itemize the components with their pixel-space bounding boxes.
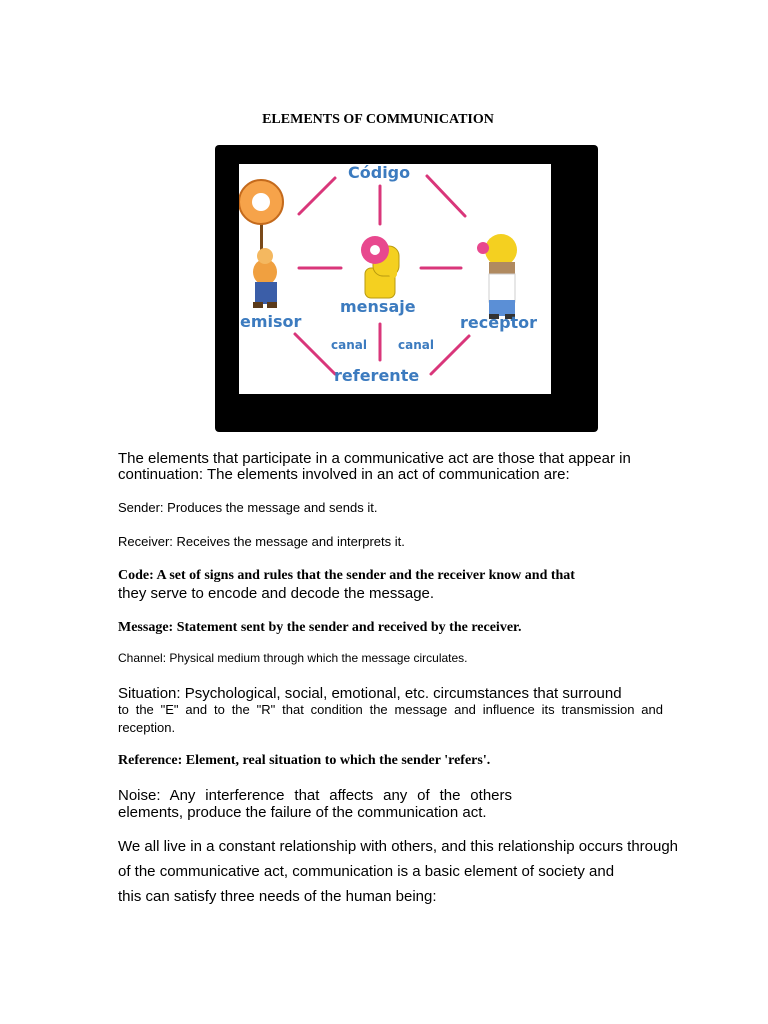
receptor-character-icon: [477, 234, 517, 319]
closing-line-2: of the communicative act, communication is a basic element of society and: [118, 863, 615, 880]
channel-definition: Channel: Physical medium through which the message circulates.: [118, 651, 468, 665]
emisor-label: emisor: [240, 312, 302, 331]
sender-definition: Sender: Produces the message and sends it.: [118, 500, 378, 515]
closing-line-3: this can satisfy three needs of the human being:: [118, 888, 437, 905]
emisor-character-icon: [239, 180, 283, 308]
document-title: ELEMENTS OF COMMUNICATION: [262, 112, 494, 127]
connector-receptor-referente: [431, 336, 469, 374]
noise-line-2: elements, produce the failure of the communication act.: [118, 804, 487, 821]
diagram-canvas: [239, 164, 551, 394]
code-definition-line-1: Code: A set of signs and rules that the sender and the receiver know and that: [118, 568, 575, 583]
diagram-graphics: [239, 164, 551, 394]
mensaje-label: mensaje: [340, 297, 416, 316]
mensaje-donut-hand-icon: [361, 236, 399, 298]
connector-emisor-referente: [295, 334, 335, 374]
codigo-label: Código: [348, 163, 411, 182]
intro-line-1: The elements that participate in a communicative act are those that appear in: [118, 450, 631, 467]
situation-line-1: Situation: Psychological, social, emotional, etc. circumstances that surround: [118, 685, 622, 702]
closing-line-1: We all live in a constant relationship with others, and this relationship occurs through: [118, 838, 679, 855]
intro-line-2: continuation: The elements involved in an act of communication are:: [118, 466, 570, 483]
connector-codigo-receptor: [427, 176, 465, 216]
receiver-definition: Receiver: Receives the message and interprets it.: [118, 534, 405, 549]
message-definition: Message: Statement sent by the sender and received by the receiver.: [118, 620, 522, 635]
situation-line-2: to the "E" and to the "R" that condition the message and influence its transmission and: [118, 702, 663, 717]
receptor-label: receptor: [460, 313, 538, 332]
referente-label: referente: [334, 366, 420, 385]
code-definition-line-2: they serve to encode and decode the message.: [118, 585, 435, 602]
canal-right-label: canal: [398, 338, 434, 352]
reference-definition: Reference: Element, real situation to which the sender 'refers'.: [118, 753, 491, 768]
noise-line-1: Noise: Any interference that affects any of the others: [118, 787, 512, 804]
canal-left-label: canal: [331, 338, 367, 352]
situation-line-3: reception.: [118, 720, 176, 735]
connector-emisor-codigo: [299, 178, 335, 214]
communication-diagram-figure: [215, 145, 598, 432]
